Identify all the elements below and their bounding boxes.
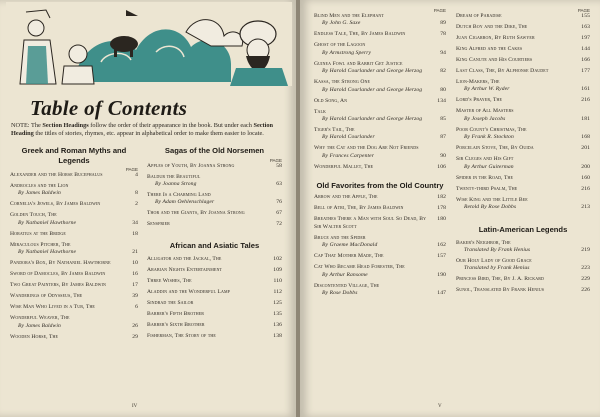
- entry-page-number: 166: [581, 57, 590, 63]
- entry-author: By Adam Oehlenschlager: [155, 199, 215, 206]
- entry-page-number: 216: [581, 185, 590, 192]
- toc-entry: [10, 201, 138, 208]
- entry-page-number: 90: [440, 152, 446, 159]
- entry-page-number: 29: [132, 333, 138, 340]
- entry-title: Kassa, the Strong One: [314, 79, 370, 86]
- entry-title: Lion-Makers, The: [456, 79, 500, 85]
- entry-page-number: 85: [440, 116, 446, 123]
- entry-page-number: 168: [581, 134, 590, 141]
- toc-entry: [10, 315, 138, 330]
- toc-entry: [456, 57, 590, 64]
- entry-page-number: 144: [581, 46, 590, 52]
- entry-page-number: 161: [581, 86, 590, 93]
- toc-entry: [456, 240, 590, 255]
- entry-page-number: 10: [132, 260, 138, 267]
- entry-title: Sword of Damocles, By James Baldwin: [10, 271, 106, 278]
- entry-page-number: 6: [135, 304, 138, 311]
- entry-title: Cat Who Became Head Forester, The: [314, 264, 405, 271]
- section-heading: African and Asiatic Tales: [169, 241, 260, 251]
- entry-title: Princess Bird, The, By J. A. Rickard: [456, 276, 545, 283]
- toc-entry: [314, 127, 446, 142]
- entry-title: Pandora's Box, By Nathaniel Hawthorne: [10, 260, 111, 267]
- entry-title: Guinea Fowl and Rabbit Get Justice: [314, 60, 403, 67]
- page-number: IV: [132, 404, 138, 409]
- toc-entry: [314, 264, 446, 279]
- toc-entry: [456, 127, 590, 142]
- toc-entry: [456, 175, 590, 182]
- entry-page-number: 138: [273, 332, 282, 339]
- toc-entry: [10, 304, 138, 311]
- entry-page-number: 87: [440, 134, 446, 141]
- entry-page-number: 136: [273, 321, 282, 328]
- entry-page-number: 155: [581, 13, 590, 19]
- toc-entry: [10, 242, 138, 257]
- entry-author: By Frances Carpenter: [322, 152, 375, 159]
- entry-author: By Harold Courlander and George Herzog: [322, 68, 423, 75]
- entry-author: By Frank R. Stockton: [464, 134, 514, 141]
- toc-entry: [456, 79, 590, 94]
- toc-entry: [10, 172, 138, 179]
- entry-title: There Is a Charming Land: [147, 191, 211, 198]
- entry-title: Arabian Nights Entertainment: [147, 266, 222, 273]
- entry-page-number: 8: [135, 190, 138, 197]
- entry-page-number: 17: [132, 282, 138, 289]
- entry-page-number: 109: [273, 266, 282, 273]
- intro-note: [11, 122, 293, 138]
- entry-page-number: 26: [132, 322, 138, 329]
- entry-title: Old Song, An: [314, 97, 348, 104]
- note-text: follow the order of their appearance in the book. But under each: [88, 122, 254, 129]
- entry-title: Horatius at the Bridge: [10, 230, 66, 237]
- entry-title: Breathes There a Man with Soul So Dead, By Sir Walter Scott: [314, 216, 427, 230]
- toc-entry: [456, 276, 590, 283]
- entry-page-number: 102: [273, 255, 282, 262]
- entry-title: Endless Tale, The, By James Baldwin: [314, 31, 406, 38]
- entry-author: By Graeme MacDonald: [322, 242, 378, 249]
- entry-page-number: 63: [276, 180, 282, 187]
- entry-title: Talk: [314, 108, 327, 115]
- entry-page-number: 223: [581, 265, 590, 272]
- entry-author: Retold By Rose Dobbs: [464, 204, 517, 211]
- entry-page-number: 34: [132, 219, 138, 226]
- entry-title: Ghost of the Lagoon: [314, 42, 366, 49]
- entry-title: Barber's Sixth Brother: [147, 321, 205, 328]
- entry-title: Fisherman, The Story of the: [147, 332, 216, 339]
- toc-entry: [456, 287, 590, 294]
- entry-title: Wonderful Mallet, The: [314, 163, 374, 170]
- toc-entry: [456, 108, 590, 123]
- entry-author: Translated by Frank Henius: [464, 265, 530, 272]
- page-column-label: PAGE: [577, 8, 590, 13]
- entry-page-number: 190: [437, 271, 446, 278]
- entry-title: Spider in the Road, The: [456, 174, 514, 181]
- toc-entry: [147, 221, 282, 228]
- entry-author: Translated By Frank Henius: [464, 246, 531, 253]
- entry-page-number: 39: [132, 293, 138, 300]
- entry-page-number: 163: [581, 24, 590, 30]
- entry-page-number: 201: [581, 145, 590, 152]
- entry-title: Sensfrier: [147, 221, 170, 228]
- toc-entry: [314, 235, 446, 250]
- entry-title: Lord's Prayer, The: [456, 97, 503, 104]
- entry-title: Bruce and the Spider: [314, 234, 366, 241]
- entry-title: Miraculous Pitcher, The: [10, 241, 71, 248]
- entry-page-number: 112: [273, 288, 282, 295]
- toc-column-right-b: [456, 6, 590, 298]
- toc-entry: [456, 35, 590, 42]
- entry-title: Alligator and the Jackal, The: [147, 255, 222, 262]
- toc-entry: [10, 231, 138, 238]
- entry-title: Wanderings of Odysseus, The: [10, 293, 83, 300]
- entry-author: By Arthur Ransome: [322, 271, 368, 278]
- toc-entry: [10, 282, 138, 289]
- entry-title: Wooden Horse, The: [10, 333, 59, 340]
- toc-entry: [456, 46, 590, 53]
- toc-entry: [10, 260, 138, 267]
- header-illustration: [6, 2, 292, 86]
- entry-title: Apples of Youth, By Joanna Strong: [147, 162, 235, 169]
- entry-title: Sir Cleges and His Gift: [456, 156, 514, 163]
- entry-title: Cornelia's Jewels, By James Baldwin: [10, 201, 101, 208]
- note-text: The: [29, 122, 43, 129]
- entry-author: By Nathaniel Hawthorne: [18, 249, 77, 256]
- page-title: Table of Contents: [30, 96, 188, 120]
- entry-page-number: 18: [132, 230, 138, 237]
- entry-title: Sunol, Translated By Frank Henius: [456, 287, 545, 294]
- entry-page-number: 67: [276, 210, 282, 217]
- entry-author: By John G. Saxe: [322, 20, 361, 27]
- toc-entry: [456, 13, 590, 20]
- note-text: the titles of stories, rhymes, etc. appear in alphabetical order to make them easier to locate.: [33, 130, 264, 137]
- entry-page-number: 80: [440, 86, 446, 93]
- entry-page-number: 160: [581, 174, 590, 181]
- toc-column-greek-roman: [10, 146, 138, 345]
- entry-page-number: 213: [581, 204, 590, 211]
- entry-page-number: 16: [132, 271, 138, 278]
- entry-title: Two Great Painters, By James Baldwin: [10, 282, 106, 289]
- toc-entry: [314, 145, 446, 160]
- entry-page-number: 157: [437, 253, 446, 260]
- entry-page-number: 106: [437, 163, 446, 170]
- note-emphasis: Section Heading: [11, 122, 274, 137]
- entry-page-number: 226: [581, 287, 590, 294]
- entry-title: King Canute and His Courtiers: [456, 57, 533, 63]
- page-column-label: PAGE: [125, 167, 138, 172]
- entry-page-number: 21: [132, 249, 138, 256]
- toc-entry: [314, 61, 446, 76]
- note-emphasis: Section Headings: [42, 122, 89, 129]
- entry-title: Dutch Boy and the Dike, The: [456, 24, 528, 30]
- entry-page-number: 82: [440, 68, 446, 75]
- entry-page-number: 181: [581, 115, 590, 122]
- entry-author: By Rose Dobbs: [322, 289, 358, 296]
- section-heading: Greek and Roman Myths and Legends: [21, 146, 127, 165]
- entry-page-number: 229: [581, 276, 590, 283]
- entry-title: Barber's Fifth Brother: [147, 310, 205, 317]
- toc-entry: [147, 192, 282, 207]
- entry-title: Porcelain Stove, The, By Ouida: [456, 145, 534, 152]
- entry-page-number: 219: [581, 246, 590, 253]
- entry-title: Androcles and the Lion: [10, 183, 69, 189]
- entry-title: Last Class, The, By Alphonse Daudet: [456, 68, 549, 74]
- toc-column-norse-african: [147, 146, 282, 344]
- entry-page-number: 89: [440, 20, 446, 27]
- toc-entry: [147, 311, 282, 318]
- toc-entry: [147, 267, 282, 274]
- entry-author: By Joanna Strong: [155, 180, 197, 187]
- toc-entry: [314, 98, 446, 105]
- entry-title: Juan Cigarron, By Ruth Sawyer: [456, 35, 535, 41]
- entry-page-number: 147: [437, 289, 446, 296]
- entry-title: Tiger's Tail, The: [314, 127, 355, 134]
- entry-title: Aladdin and the Wonderful Lamp: [147, 288, 231, 295]
- section-heading: Latin-American Legends: [478, 225, 568, 235]
- toc-entry: [10, 271, 138, 278]
- entry-page-number: 125: [273, 299, 282, 306]
- toc-entry: [147, 289, 282, 296]
- entry-title: Cap That Mother Made, The: [314, 253, 384, 260]
- entry-page-number: 197: [581, 35, 590, 41]
- toc-entry: [456, 156, 590, 171]
- entry-page-number: 180: [437, 216, 446, 223]
- entry-title: Discontented Village, The: [314, 282, 380, 289]
- entry-title: Baldur the Beautiful: [147, 173, 201, 180]
- toc-entry: [314, 42, 446, 57]
- left-page: [0, 0, 297, 417]
- toc-entry: [147, 163, 282, 170]
- toc-column-right-a: [314, 6, 446, 301]
- entry-author: By James Baldwin: [18, 190, 61, 197]
- entry-author: By Joseph Jacobs: [464, 115, 506, 122]
- toc-entry: [314, 216, 446, 231]
- entry-page-number: 78: [440, 31, 446, 38]
- entry-title: Dream of Paradise: [456, 13, 502, 19]
- toc-entry: [147, 300, 282, 307]
- entry-title: Blind Men and the Elephant: [314, 13, 384, 19]
- entry-author: By Armstrong Sperry: [322, 49, 372, 56]
- entry-title: Thor and the Giants, By Joanna Strong: [147, 210, 245, 217]
- entry-title: Wise Man Who Lived in a Tub, The: [10, 304, 95, 311]
- entry-page-number: 178: [437, 205, 446, 212]
- toc-entry: [147, 333, 282, 340]
- section-heading: Old Favorites from the Old Country: [316, 180, 444, 190]
- toc-entry: [147, 278, 282, 285]
- entry-title: Sindbad the Sailor: [147, 299, 194, 306]
- entry-author: By Harold Courlander: [322, 134, 375, 141]
- entry-title: Why the Cat and the Dog Are Not Friends: [314, 145, 419, 152]
- entry-page-number: 135: [273, 310, 282, 317]
- entry-page-number: 200: [581, 163, 590, 170]
- toc-entry: [147, 210, 282, 217]
- toc-entry: [314, 31, 446, 38]
- entry-page-number: 216: [581, 97, 590, 104]
- page-column-label: PAGE: [269, 157, 282, 163]
- entry-title: Golden Touch, The: [10, 212, 57, 219]
- entry-title: Baker's Neighbor, The: [456, 239, 511, 246]
- toc-entry: [314, 164, 446, 171]
- toc-entry: [10, 212, 138, 227]
- toc-entry: [456, 24, 590, 31]
- toc-entry: [314, 79, 446, 94]
- toc-entry: [456, 68, 590, 75]
- entry-title: Twenty-third Psalm, The: [456, 185, 518, 192]
- entry-page-number: 94: [440, 49, 446, 56]
- entry-page-number: 58: [276, 162, 282, 169]
- entry-title: Bell of Atri, The, By James Baldwin: [314, 205, 404, 212]
- toc-entry: [147, 174, 282, 189]
- entry-title: Our Holy Lady of Good Grace: [456, 257, 532, 264]
- toc-entry: [314, 283, 446, 298]
- entry-title: Arrow and the Apple, The: [314, 194, 378, 201]
- toc-entry: [147, 256, 282, 263]
- toc-entry: [314, 13, 446, 28]
- entry-page-number: 72: [276, 221, 282, 228]
- entry-author: By Arthur Guiterman: [464, 163, 514, 170]
- toc-entry: [456, 186, 590, 193]
- section-heading: Sagas of the Old Norsemen: [164, 146, 265, 155]
- entry-author: By Arthur W. Ryder: [464, 86, 510, 93]
- toc-entry: [314, 253, 446, 260]
- entry-page-number: 110: [273, 277, 282, 284]
- entry-title: Master of All Masters: [456, 108, 514, 115]
- entry-page-number: 76: [276, 199, 282, 206]
- page-column-label: PAGE: [433, 8, 446, 13]
- entry-author: By James Baldwin: [18, 322, 61, 329]
- note-label: NOTE:: [11, 122, 30, 129]
- entry-page-number: 4: [135, 172, 138, 178]
- entry-title: Three Wishes, The: [147, 277, 192, 284]
- entry-page-number: 134: [437, 97, 446, 104]
- toc-entry: [314, 205, 446, 212]
- toc-entry: [147, 322, 282, 329]
- entry-page-number: 2: [135, 201, 138, 208]
- toc-entry: [10, 183, 138, 198]
- entry-page-number: 162: [437, 242, 446, 249]
- entry-title: Wise King and the Little Bee: [456, 196, 528, 203]
- entry-title: Alexander and the Horse Bucephalus: [10, 172, 103, 178]
- entry-author: By Harold Courlander and George Herzog: [322, 116, 423, 123]
- toc-entry: [314, 109, 446, 124]
- toc-entry: [456, 258, 590, 273]
- toc-entry: [456, 197, 590, 212]
- entry-title: Poor Count's Christmas, The: [456, 126, 527, 133]
- toc-entry: [456, 145, 590, 152]
- entry-page-number: 177: [581, 68, 590, 74]
- entry-page-number: 182: [437, 194, 446, 201]
- toc-entry: [456, 97, 590, 104]
- toc-entry: [10, 334, 138, 341]
- right-page: [300, 0, 600, 417]
- page-number: V: [438, 404, 442, 409]
- toc-entry: [10, 293, 138, 300]
- toc-entry: [314, 194, 446, 201]
- entry-title: Wonderful Weaver, The: [10, 315, 70, 322]
- entry-title: King Alfred and the Cakes: [456, 46, 523, 52]
- entry-author: By Nathaniel Hawthorne: [18, 219, 77, 226]
- entry-author: By Harold Courlander and George Herzog: [322, 86, 423, 93]
